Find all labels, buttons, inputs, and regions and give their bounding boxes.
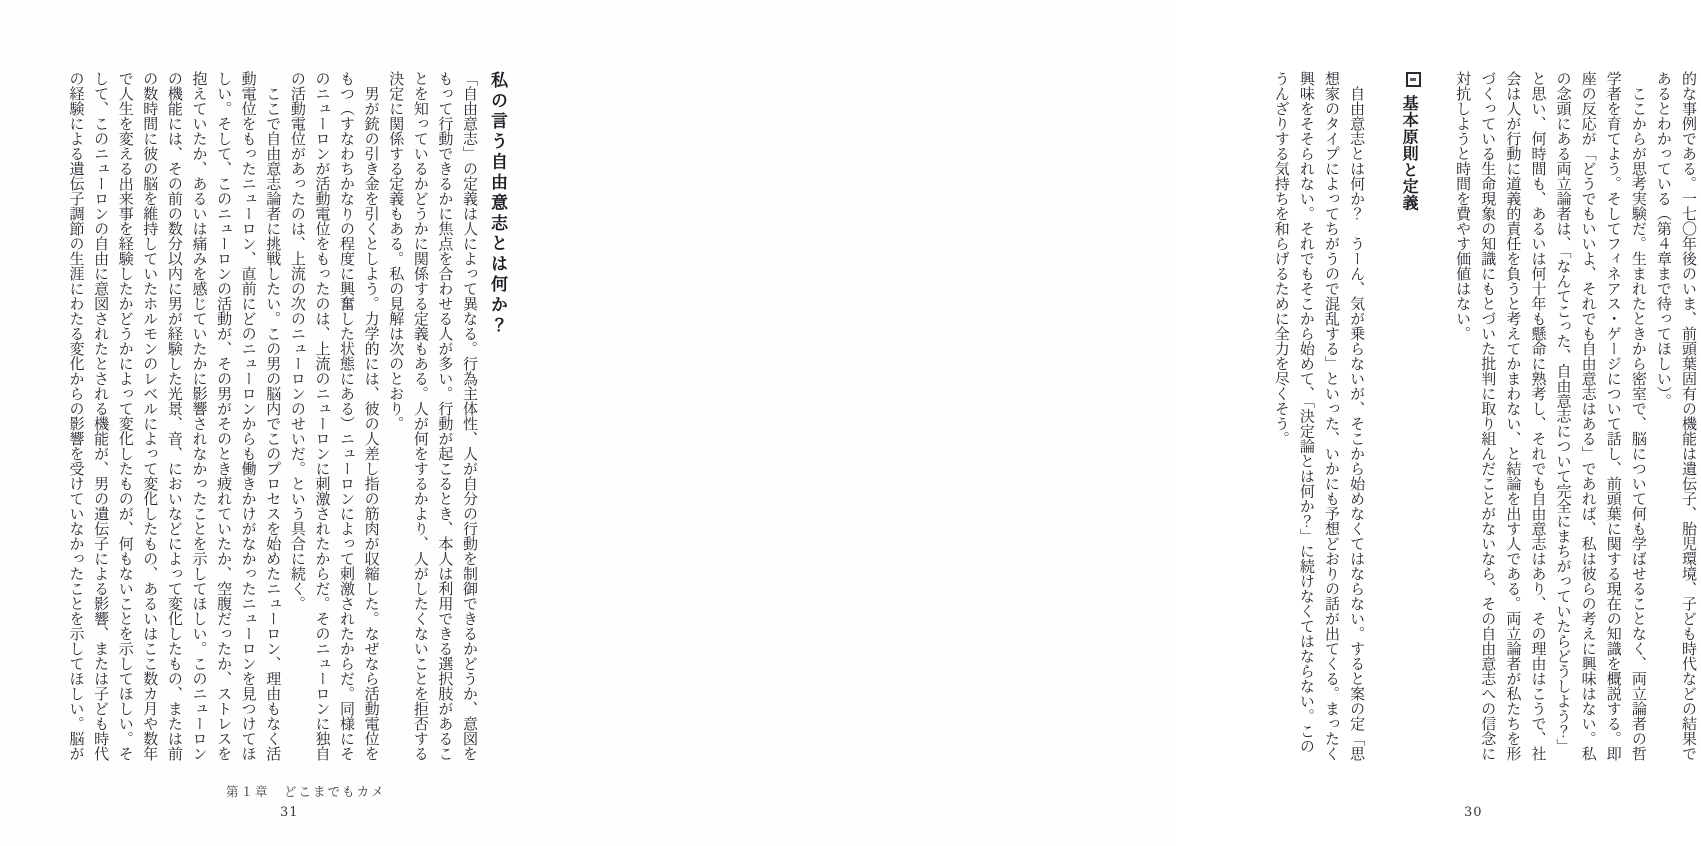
page-heading: 私の言う自由意志とは何か？ (487, 71, 507, 337)
paragraph-challenge: ここで自由意志論者に挑戦したい。この男の脳内でこのプロセスを始めたニューロン、理由もなく活動電位をもったニューロン、直前にどのニューロンからも働きかけがなかったニューロンを見つけてほしい。そして、このニューロンの活動が、その男がそのとき疲れていたか、空腹だったか、ストレスを抱えていたか、あるいは痛みを感じていたかに影響されなかったことを示してほしい。このニューロンの機能には、その前の数分以内に男が経験した光景、音、においなどによって変化したもの、または前の数時間に彼の脳を維持していたホルモンのレベルによって変化したもの、あるいはここ数カ月や数年で人生を変える出来事を経験したかどうかによって変化したものが、何もないことを示してほしい。そして、このニューロンの自由に意図されたとされる機能が、男の遺伝子による影響、または子ども時代の経験による遺伝子調節の生涯にわたる変化からの影響を受けていなかったことを示してほしい。脳が (67, 71, 283, 761)
paragraph-definitions-vary: 「自由意志」の定義は人によって異なる。行為主体性、人が自分の行動を制御できるかどうか、意図をもって行動できるかに焦点を合わせる人が多い。行動が起こるとき、本人は利用できる選択肢があることを知っているかどうかに関係する定義もある。人が何をするかより、人がしたくないことを拒否する決定に関係する定義もある。私の見解は次のとおり。 (387, 71, 479, 761)
section-marker-inner-mark (1410, 78, 1416, 81)
paragraph-thought-experiment: ここからが思考実験だ。生まれたときから密室で、脳について何も学ばせることなく、両立論者の哲学者を育てよう。そしてフィネアス・ゲージについて話し、前頭葉に関する現在の知識を概説する。即座の反応が「どうでもいいよ、それでも自由意志はある」であれば、私は彼らの考えに興味はない。私の念頭にある両立論者は、「なんてこった、自由意志について完全にまちがっていたらどうしよう？」と思い、何時間も、あるいは何十年も懸命に熟考し、それでも自由意志はあり、その理由はこうで、社会は人が行動に道義的責任を負うと考えてかまわない、と結論を出す人である。両立論者が私たちを形づくっている生命現象の知識にもとづいた批判に取り組んだことがないなら、その自由意志への信念に対抗しようと時間を費やす価値はない。 (1454, 71, 1648, 761)
page-31-text-block (66, 71, 516, 764)
section-heading-label: 基本原則と定義 (1400, 95, 1420, 212)
page-30-text-block (1265, 71, 1701, 764)
paragraph-trigger: 男が銃の引き金を引くとしよう。力学的には、彼の人差し指の筋肉が収縮した。なぜなら活動電位をもつ（すなわちかなりの程度に興奮した状態にある）ニューロンによって刺激されたからだ。同様にそのニューロンが活動電位をもったのは、上流のニューロンに刺激されたからだ。そのニューロンに独自の活動電位があったのは、上流の次のニューロンのせいだ。という具合に続く。 (288, 71, 381, 761)
section-marker-icon (1406, 72, 1421, 87)
running-footer-chapter: 第１章 どこまでもカメ (226, 784, 386, 799)
page-31 (0, 0, 587, 846)
section-heading (1397, 71, 1422, 764)
paragraph-continuation: 的な事例である。一七〇年後のいま、前頭葉固有の機能は遺伝子、胎児環境、子ども時代などの結果であるとわかっている（第４章まで待ってほしい）。 (1654, 71, 1698, 761)
page-number-31: 31 (280, 805, 299, 820)
page-30 (587, 0, 1698, 846)
page-number-30: 30 (1464, 805, 1483, 820)
paragraph-definitions-intro: 自由意志とは何か？ うーん、気が乗らないが、そこから始めなくてはならない。すると案の定「思想家のタイプによってちがうので混乱する」といった、いかにも予想どおりの話が出てくる。まったく興味をそそられない。それでもそこから始めて、「決定論とは何か？」に続けなくてはならない。このうんざりする気持ちを和らげるために全力を尽くそう。 (1272, 71, 1367, 761)
